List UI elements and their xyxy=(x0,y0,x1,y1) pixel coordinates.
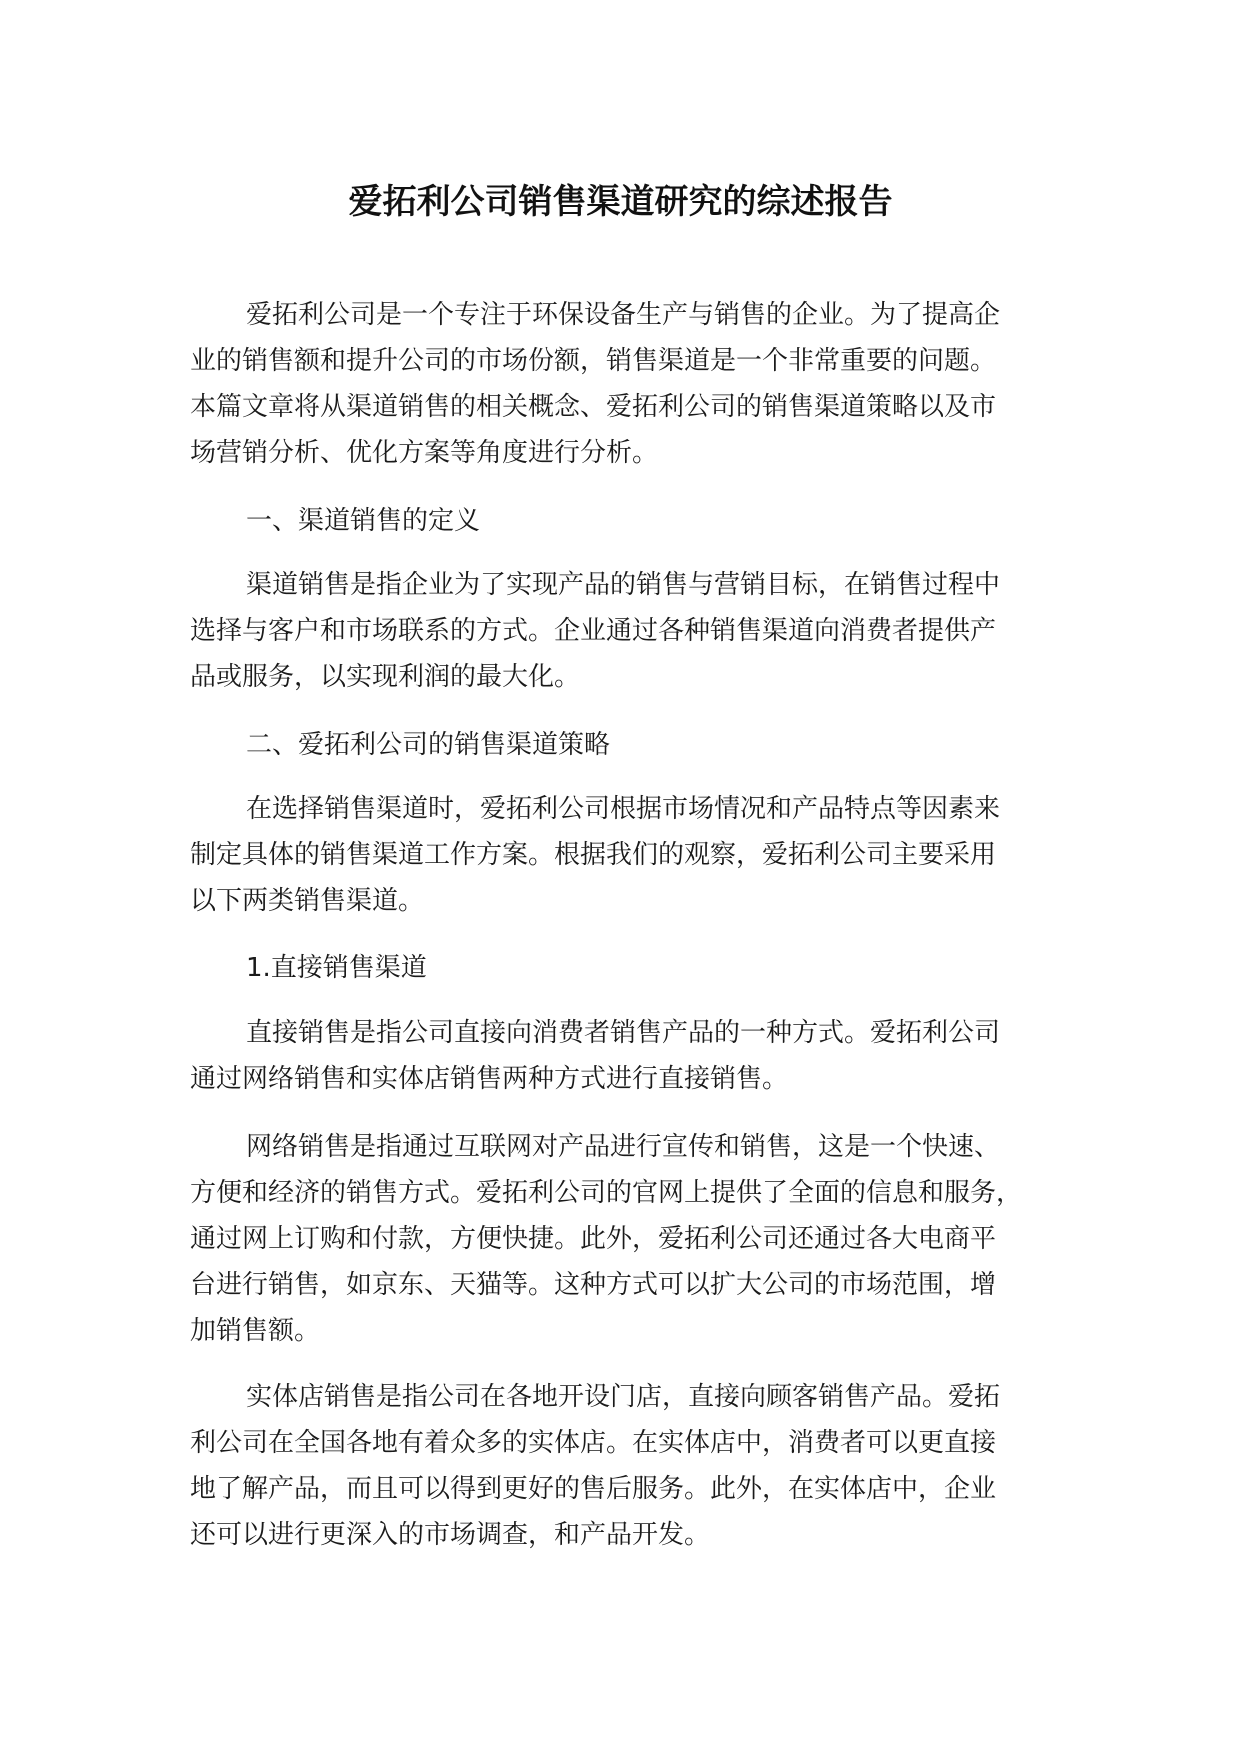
paragraph-intro xyxy=(190,292,1060,476)
paragraph-line: 通过网络销售和实体店销售两种方式进行直接销售。 xyxy=(190,1064,789,1094)
section-heading-2 xyxy=(190,722,1060,768)
paragraph-line: 选择与客户和市场联系的方式。企业通过各种销售渠道向消费者提供产 xyxy=(190,616,997,646)
paragraph-line: 利公司在全国各地有着众多的实体店。在实体店中，消费者可以更直接 xyxy=(190,1428,997,1458)
paragraph-line: 加销售额。 xyxy=(190,1316,321,1346)
paragraph-line: 在选择销售渠道时，爱拓利公司根据市场情况和产品特点等因素来 xyxy=(246,794,1001,824)
paragraph-line: 地了解产品，而且可以得到更好的售后服务。此外，在实体店中，企业 xyxy=(190,1474,997,1504)
heading-line: 二、爱拓利公司的销售渠道策略 xyxy=(246,730,611,760)
paragraph-line: 实体店销售是指公司在各地开设门店，直接向顾客销售产品。爱拓 xyxy=(246,1382,1001,1412)
paragraph-online-sales xyxy=(190,1124,1060,1354)
paragraph-line: 制定具体的销售渠道工作方案。根据我们的观察，爱拓利公司主要采用 xyxy=(190,840,997,870)
paragraph-line: 台进行销售，如京东、天猫等。这种方式可以扩大公司的市场范围，增 xyxy=(190,1270,997,1300)
paragraph-line: 方便和经济的销售方式。爱拓利公司的官网上提供了全面的信息和服务， xyxy=(190,1178,1023,1208)
paragraph-line: 以下两类销售渠道。 xyxy=(190,886,425,916)
heading-line: 1.直接销售渠道 xyxy=(246,953,427,983)
heading-line: 一、渠道销售的定义 xyxy=(246,506,481,536)
paragraph-line: 直接销售是指公司直接向消费者销售产品的一种方式。爱拓利公司 xyxy=(246,1018,1001,1048)
document-title: 爱拓利公司销售渠道研究的综述报告 xyxy=(348,182,893,222)
section-heading-1 xyxy=(190,498,1060,544)
paragraph-definition xyxy=(190,562,1060,700)
paragraph-line: 还可以进行更深入的市场调查，和产品开发。 xyxy=(190,1520,711,1550)
paragraph-line: 爱拓利公司是一个专注于环保设备生产与销售的企业。为了提高企 xyxy=(246,300,1001,330)
paragraph-line: 本篇文章将从渠道销售的相关概念、爱拓利公司的销售渠道策略以及市 xyxy=(190,392,997,422)
paragraph-strategy xyxy=(190,786,1060,924)
paragraph-line: 通过网上订购和付款，方便快捷。此外，爱拓利公司还通过各大电商平 xyxy=(190,1224,997,1254)
paragraph-store-sales xyxy=(190,1374,1060,1558)
paragraph-line: 品或服务，以实现利润的最大化。 xyxy=(190,662,581,692)
paragraph-line: 业的销售额和提升公司的市场份额，销售渠道是一个非常重要的问题。 xyxy=(190,346,997,376)
paragraph-line: 渠道销售是指企业为了实现产品的销售与营销目标，在销售过程中 xyxy=(246,570,1001,600)
paragraph-direct-sales xyxy=(190,1010,1060,1102)
section-heading-3 xyxy=(190,945,1060,991)
paragraph-line: 网络销售是指通过互联网对产品进行宣传和销售，这是一个快速、 xyxy=(246,1132,1001,1162)
paragraph-line: 场营销分析、优化方案等角度进行分析。 xyxy=(190,438,659,468)
